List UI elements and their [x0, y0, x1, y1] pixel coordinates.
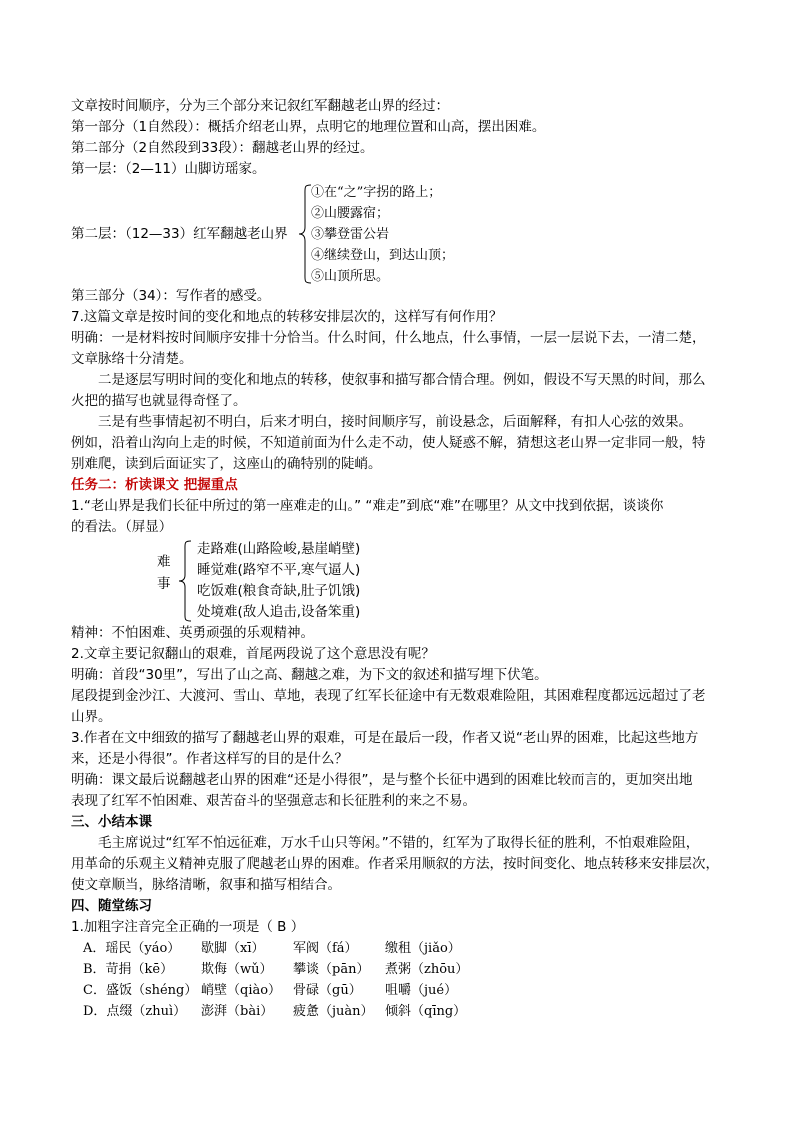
option-cell: 欺侮（wǔ） [201, 962, 273, 977]
summary-line: 毛主席说过“红军不怕远征难，万水千山只等闲。”不错的，红军为了取得长征的胜利，不怕艰难险阻， [98, 835, 700, 851]
summary-line: 使文章顺当，脉络清晰，叙事和描写相结合。 [71, 877, 341, 893]
question-3-line: 来，还是小得很”。作者这样写的目的是什么？ [71, 751, 348, 767]
difficulty-block [71, 539, 731, 623]
part-2-line: 第二部分（2自然段到33段）：翻越老山界的经过。 [71, 140, 374, 156]
task-2-heading: 任务二：析读课文 把握重点 [71, 477, 238, 493]
part-1-line: 第一部分（1自然段）：概括介绍老山界，点明它的地理位置和山高，摆出困难。 [71, 119, 546, 135]
question-7: 7.这篇文章是按时间的变化和地点的转移安排层次的，这样写有何作用？ [71, 309, 503, 325]
option-cell: 倾斜（qīng） [385, 1004, 467, 1019]
layer-2-items [311, 182, 454, 287]
difficulty-item: 吃饭难(粮食奇缺,肚子饥饿) [197, 583, 361, 599]
section-3-heading: 三、小结本课 [71, 814, 152, 830]
difficulty-item: 处境难(敌人追击,设备笨重) [197, 604, 361, 620]
layer-2-item: ④继续登山，到达山顶； [311, 248, 455, 263]
option-cell: 骨碌（gū） [293, 983, 362, 998]
answer-3-line: 表现了红军不怕困难、艰苦奋斗的坚强意志和长征胜利的来之不易。 [71, 793, 476, 809]
layer-2-item: ③攀登雷公岩 [311, 227, 390, 242]
answer-2-line: 明确：首段“30里”，写出了山之高、翻越之难，为下文的叙述和描写埋下伏笔。 [71, 667, 548, 683]
difficulty-char: 事 [157, 576, 171, 592]
document-page [71, 96, 731, 1022]
section-4-heading: 四、随堂练习 [71, 898, 152, 914]
answer-3-line: 明确：课文最后说翻越老山界的困难“还是小得很”，是与整个长征中遇到的困难比较而言的，更加突出地 [71, 772, 693, 788]
option-row-d [71, 1001, 731, 1022]
option-cell: C．盛饭（shéng） [83, 983, 198, 998]
layer-2-item: ⑤山顶所思。 [311, 269, 390, 284]
question-1-line: 1.“老山界是我们长征中所过的第一座难走的山。” “难走”到底“难”在哪里？从文中找到依据，谈谈你 [71, 498, 664, 514]
answer-7-line: 别难爬，读到后面证实了，这座山的确特别的陡峭。 [71, 456, 382, 472]
option-row-a [71, 938, 731, 959]
difficulty-brace [178, 539, 192, 623]
option-cell: 歇脚（xī） [201, 941, 265, 956]
layer-1-line: 第一层：（2—11）山脚访瑶家。 [71, 161, 266, 177]
layer-2-block [71, 182, 731, 286]
option-cell: D．点缀（zhuì） [83, 1004, 187, 1019]
option-cell: 缴租（jiǎo） [385, 941, 461, 956]
layer-2-brace [298, 184, 312, 284]
option-row-b [71, 959, 731, 980]
layer-2-item: ②山腰露宿； [311, 206, 390, 221]
answer-2-line: 山界。 [71, 709, 112, 725]
option-cell: 军阀（fá） [293, 941, 358, 956]
part-3-line: 第三部分（34）：写作者的感受。 [71, 288, 271, 304]
option-cell: B．苛捐（kē） [83, 962, 174, 977]
option-cell: 煮粥（zhōu） [385, 962, 469, 977]
difficulty-char: 难 [157, 554, 171, 570]
difficulty-items [197, 539, 360, 623]
spirit-line: 精神：不怕困难、英勇顽强的乐观精神。 [71, 625, 314, 641]
layer-2-label: 第二层：（12—33）红军翻越老山界 [71, 226, 288, 242]
question-3-line: 3.作者在文中细致的描写了翻越老山界的艰难，可是在最后一段，作者又说“老山界的困难，比起这些地方 [71, 730, 699, 746]
option-cell: 咀嚼（jué） [385, 983, 458, 998]
option-row-c [71, 980, 731, 1001]
option-cell: 峭壁（qiào） [201, 983, 282, 998]
answer-2-line: 尾段提到金沙江、大渡河、雪山、草地，表现了红军长征途中有无数艰难险阻，其困难程度都远远超过了老 [71, 688, 706, 704]
option-cell: 澎湃（bài） [201, 1004, 274, 1019]
answer-7-line: 明确：一是材料按时间顺序安排十分恰当。什么时间，什么地点，什么事情，一层一层说下去，一清二楚， [71, 330, 706, 346]
question-2: 2.文章主要记叙翻山的艰难，首尾两段说了这个意思没有呢？ [71, 646, 435, 662]
question-1-line: 的看法。（屏显） [71, 519, 173, 535]
layer-2-item: ①在“之”字拐的路上； [311, 185, 442, 200]
exercise-1-question: 1.加粗字注音完全正确的一项是（ B ） [71, 919, 305, 935]
intro-line: 文章按时间顺序，分为三个部分来记叙红军翻越老山界的经过： [71, 98, 449, 114]
answer-7-line: 文章脉络十分清楚。 [71, 351, 193, 367]
difficulty-item: 走路难(山路险峻,悬崖峭壁) [197, 541, 361, 557]
answer-7-line: 三是有些事情起初不明白，后来才明白，接时间顺序写，前设悬念，后面解释，有扣人心弦的效果。 [98, 414, 692, 430]
answer-7-line: 火把的描写也就显得奇怪了。 [71, 393, 247, 409]
option-cell: A．瑶民（yáo） [83, 941, 181, 956]
answer-7-line: 二是逐层写明时间的变化和地点的转移，使叙事和描写都合情合理。例如，假设不写天黑的时间，那么 [98, 372, 706, 388]
difficulty-item: 睡觉难(路窄不平,寒气逼人) [197, 562, 361, 578]
option-cell: 疲惫（juàn） [293, 1004, 374, 1019]
summary-line: 用革命的乐观主义精神克服了爬越老山界的困难。作者采用顺叙的方法，按时间变化、地点转移来安排层次， [71, 856, 719, 872]
answer-7-line: 例如，沿着山沟向上走的时候，不知道前面为什么走不动，使人疑惑不解，猜想这老山界一定非同一般，特 [71, 435, 706, 451]
option-cell: 攀谈（pān） [293, 962, 370, 977]
